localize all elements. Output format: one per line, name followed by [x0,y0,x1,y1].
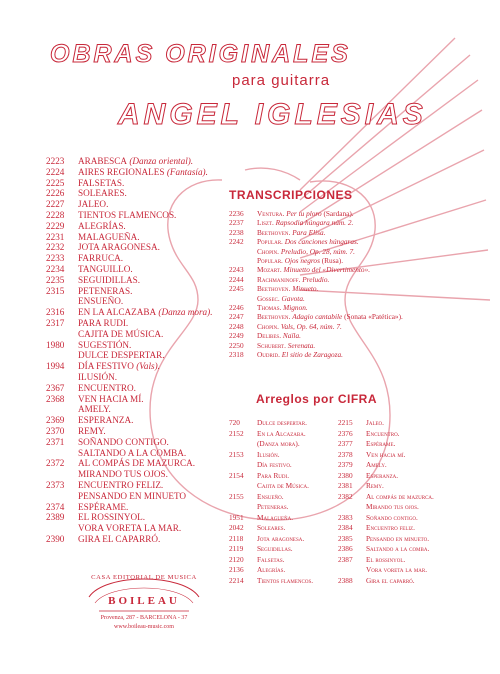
work-title: TANGUILLO. [78,263,133,274]
work-title: AMELY. [78,404,111,415]
original-work-row [46,275,213,286]
work-title: FALSETAS. [78,177,125,188]
catalog-number [46,296,78,307]
work-title: ESPÉRAME. [78,501,129,512]
original-work-row [46,437,213,448]
original-work-row [46,512,213,523]
catalog-number: 2379 [338,460,353,469]
catalog-number: 2118 [229,533,244,543]
original-work-row [46,264,213,275]
catalog-number [46,491,78,502]
catalog-number: 2369 [46,415,65,426]
original-work-row [46,415,213,426]
catalog-number: 2226 [46,188,65,199]
composer: Liszt. [257,218,274,228]
catalog-number: 2154 [229,470,244,480]
work-title: ENSUEÑO. [78,296,124,307]
work-title: GIRA EL CAPARRÓ. [78,533,161,544]
catalog-number: 2318 [229,350,244,360]
catalog-number: 2231 [46,231,65,242]
work-title: Remy. [366,481,384,490]
original-work-row [46,318,213,329]
arrangement-row [338,576,434,587]
work-title: MALAGUEÑA. [78,231,140,242]
work-title: Ojos negros [284,256,320,266]
arrangement-row [229,565,313,576]
arrangement-row [338,544,434,555]
work-title: El rossinyol. [366,554,406,564]
catalog-number: 2227 [46,199,65,210]
work-title: Saltando a la comba. [366,544,430,553]
work-title: Cajita de Música. [257,481,309,490]
transcription-row [229,341,403,350]
composer: Rachmaninoff. [257,274,301,284]
transcription-row [229,312,403,321]
catalog-number: 2378 [338,449,353,459]
work-subtitle: (Danza oriental). [129,156,194,166]
transcription-row [229,247,403,256]
catalog-number: 2249 [229,331,244,341]
work-title: SEGUIDILLAS. [78,274,141,285]
work-title: ENCUENTRO FELIZ. [78,479,164,490]
work-title: Dulce despertar. [257,418,307,427]
catalog-number: 2388 [338,575,353,585]
catalog-number: 2247 [229,312,244,322]
catalog-number: 2235 [46,274,65,285]
catalog-number [229,439,257,450]
work-title: Mirando tus ojos. [366,502,419,511]
work-title: SUGESTIÓN. [78,339,132,350]
header-obras-originales: OBRAS ORIGINALES [50,40,351,68]
transcription-row [229,265,403,274]
catalog-number: 2373 [46,479,65,490]
work-title: Jaleo. [366,418,384,427]
catalog-number [229,294,257,303]
work-title: Al compás de mazurca. [366,491,434,501]
catalog-number: 2387 [338,554,353,564]
catalog-number: 2237 [229,218,244,228]
transcription-row [229,218,403,227]
catalog-number: 2389 [46,512,65,523]
work-title: Per tu ploro [286,209,322,218]
arrangement-row [338,418,434,429]
work-title: EL ROSSINYOL. [78,512,146,523]
work-title: REMY. [78,425,106,436]
original-work-row [46,404,213,415]
work-title: Minuetto del «Divertimento». [283,265,371,275]
original-work-row [46,383,213,394]
work-note: (Sardana). [323,209,354,218]
arrangement-row [229,418,313,429]
arrangement-row [338,471,434,482]
work-subtitle: (Fantasía). [166,166,208,177]
transcription-row [229,322,403,331]
catalog-number: 2367 [46,382,65,393]
arreglos-column-2 [338,418,434,586]
transcription-row [229,228,403,237]
stamp-address: Provenza, 287 - BARCELONA - 37 [100,615,188,621]
original-work-row [46,491,213,502]
original-work-row [46,329,213,340]
catalog-number: 720 [229,418,240,427]
catalog-number: 2228 [46,209,65,220]
work-note: (Sonata «Patética»). [344,312,403,322]
transcription-row [229,275,403,284]
arrangement-row [338,429,434,440]
work-title: El sitio de Zaragoza. [281,350,343,360]
work-title: Tientos flamencos. [257,575,314,585]
catalog-number: 2214 [229,575,244,585]
work-title: EN LA ALCAZABA [78,307,157,318]
catalog-number [338,565,366,576]
catalog-number: 2250 [229,340,244,350]
original-work-row [46,199,213,210]
arrangement-row [229,502,313,513]
transcription-row [229,284,403,293]
work-title: Peteneras. [257,502,289,511]
arrangement-row [338,450,434,461]
work-title: Encuentro. [366,428,400,438]
original-work-row [46,188,213,199]
work-title: (Danza mora). [257,439,300,448]
work-title: ALEGRÍAS. [78,220,126,231]
catalog-number: 2155 [229,491,244,501]
transcription-row [229,256,403,265]
original-work-row [46,372,213,383]
work-title: Soñando contigo. [366,512,418,522]
transcription-row [229,303,403,312]
catalog-number: 2377 [338,439,353,448]
composer: Chopin. [257,246,279,256]
catalog-number: 2390 [46,533,65,544]
original-work-row [46,361,213,372]
catalog-number: 2152 [229,428,244,438]
original-work-row [46,232,213,243]
catalog-number: 2042 [229,523,244,532]
catalog-number: 2380 [338,470,353,480]
catalog-number [46,448,78,459]
work-note: (Rusa). [321,256,344,266]
catalog-number: 2372 [46,458,65,469]
original-work-row [46,394,213,405]
arrangement-row [229,429,313,440]
work-title: Naïla. [282,331,301,341]
arreglos-column-1 [229,418,313,586]
work-title: Alegrías. [257,565,286,574]
original-work-row [46,307,213,318]
work-title: Vals, Op. 64, núm. 7. [280,321,342,331]
composer: Gossec. [257,293,280,303]
catalog-number: 2382 [338,491,353,501]
arrangement-row [338,534,434,545]
work-title: Ensueño. [257,491,284,501]
work-title: Serenata. [287,340,316,350]
arrangement-row [229,481,313,492]
catalog-number: 2386 [338,544,353,553]
catalog-number: 2119 [229,544,244,553]
catalog-number [46,523,78,534]
work-title: VORA VORETA LA MAR. [78,523,182,534]
work-title: DÍA FESTIVO [78,361,134,372]
catalog-number: 2246 [229,303,244,313]
work-title: Minueto. [292,284,319,294]
publisher-stamp [75,567,213,639]
work-title: Preludio. [302,274,330,284]
arrangement-row [338,513,434,524]
work-title: ARABESCA [78,156,128,166]
work-title: TIENTOS FLAMENCOS. [78,209,177,220]
catalog-number: 2374 [46,501,65,512]
arrangement-row [229,492,313,503]
catalog-number: 2316 [46,307,65,318]
composer: Beethoven. [257,227,291,237]
transcription-row [229,331,403,340]
stamp-publisher-label: CASA EDITORIAL DE MUSICA [91,574,197,581]
work-title: Preludio, Op. 28, núm. 7. [280,246,355,256]
composer: Thomas. [257,303,282,313]
composer: Mozart. [257,265,282,275]
work-title: AIRES REGIONALES [78,166,165,177]
work-title: ENCUENTRO. [78,382,136,393]
work-title: Amely. [366,460,387,469]
catalog-number: 2224 [46,166,65,177]
arrangement-row [338,523,434,534]
catalog-number: 2371 [46,436,65,447]
catalog-number: 2383 [338,512,353,522]
catalog-number [229,256,257,265]
original-work-row [46,469,213,480]
original-work-row [46,253,213,264]
catalog-number: 2223 [46,156,65,166]
catalog-number: 2376 [338,428,353,438]
catalog-number [229,502,257,513]
work-title: JALEO. [78,199,109,210]
work-title: Esperanza. [366,470,399,480]
arrangement-row [338,555,434,566]
arrangement-row [338,481,434,492]
work-title: Falsetas. [257,554,285,564]
work-title: PENSANDO EN MINUETO [78,490,187,501]
arrangement-row [229,534,313,545]
transcripciones-list [229,209,403,360]
original-work-row [46,480,213,491]
catalog-number [46,329,78,340]
catalog-number [46,350,78,361]
original-work-row [46,426,213,437]
catalog-number: 2245 [229,284,244,294]
arrangement-row [229,450,313,461]
catalog-number [229,460,257,471]
original-work-row [46,178,213,189]
arrangement-row [229,523,313,534]
original-work-row [46,221,213,232]
work-title: FARRUCA. [78,253,124,264]
original-works-list [46,156,213,545]
arreglos-title: Arreglos por CIFRA [256,392,378,406]
original-work-row [46,458,213,469]
transcription-row [229,294,403,303]
arrangement-row [338,460,434,471]
work-title: Para Elisa. [292,227,326,237]
catalog-number: 2120 [229,554,244,564]
work-title: Encuentro feliz. [366,523,415,532]
arrangement-row [229,513,313,524]
transcription-row [229,209,403,218]
work-title: Gira el caparró. [366,575,415,585]
header-author-name: ANGEL IGLESIAS [118,98,427,131]
catalog-number [229,247,257,256]
work-title: SOLEARES. [78,188,127,199]
catalog-number [46,469,78,480]
arrangement-row [338,502,434,513]
composer: Beethoven. [257,284,291,294]
work-title: Soleares. [257,523,286,532]
arrangement-row [229,576,313,587]
work-title: Seguidillas. [257,544,293,553]
original-work-row [46,448,213,459]
header-para-guitarra: para guitarra [232,72,331,89]
work-title: PETENERAS. [78,285,133,296]
catalog-number: 2384 [338,523,353,532]
work-title: Vora voreta la mar. [366,565,428,574]
original-work-row [46,286,213,297]
catalog-number: 2385 [338,533,353,543]
composer: Ventura. [257,209,285,218]
work-title: Mignon. [283,303,308,313]
original-work-row [46,534,213,545]
original-work-row [46,523,213,534]
work-title: ILUSIÓN. [78,371,118,382]
catalog-number: 2317 [46,317,65,328]
work-title: En la Alcazaba. [257,428,306,438]
work-title: SOÑANDO CONTIGO. [78,436,169,447]
work-title: DULCE DESPERTAR. [78,350,165,361]
composer: Schubert. [257,340,286,350]
original-work-row [46,340,213,351]
arrangement-row [229,460,313,471]
work-title: ESPERANZA. [78,415,134,426]
stamp-website: www.boileau-music.com [114,624,174,630]
work-subtitle: (Danza mora). [158,307,213,318]
original-work-row [46,210,213,221]
work-title: MIRANDO TUS OJOS. [78,469,168,480]
catalog-number: 2381 [338,481,353,490]
work-title: Dos canciones húngaras. [284,237,359,247]
catalog-number: 2225 [46,177,65,188]
catalog-number: 2370 [46,425,65,436]
original-work-row [46,296,213,307]
catalog-number: 2236 [229,209,244,218]
composer: Oudrid. [257,350,280,360]
composer: Delibes. [257,331,282,341]
arrangement-row [338,492,434,503]
catalog-number: 2234 [46,263,65,274]
catalog-number: 2153 [229,449,244,459]
work-subtitle: (Vals). [136,361,160,372]
composer: Popular. [257,256,283,266]
work-title: Pensando en minueto. [366,533,430,543]
catalog-number: 2232 [46,242,65,253]
catalog-number: 2215 [338,418,353,427]
catalog-number [229,481,257,492]
work-title: CAJITA DE MÚSICA. [78,328,164,339]
transcripciones-title: TRANSCRIPCIONES [229,188,353,202]
catalog-number [46,404,78,415]
arrangement-row [229,544,313,555]
transcription-row [229,350,403,359]
catalog-number: 2244 [229,274,244,284]
work-title: PARA RUDI. [78,317,129,328]
work-title: Ven hacia mí. [366,449,406,459]
work-title: JOTA ARAGONESA. [78,242,160,253]
catalog-number: 2315 [46,285,65,296]
work-title: Rapsodia húngara núm. 2. [275,218,354,228]
arrangement-row [338,439,434,450]
composer: Chopin. [257,321,279,331]
catalog-number: 2233 [46,253,65,264]
catalog-number: 2136 [229,565,244,574]
original-work-row [46,350,213,361]
work-title: VEN HACIA MÍ. [78,393,144,404]
catalog-number: 2229 [46,220,65,231]
work-title: Para Rudi. [257,470,290,480]
catalog-number: 1951 [229,512,244,522]
original-work-row [46,167,213,178]
work-title: Espérame. [366,439,396,448]
composer: Popular. [257,237,283,247]
work-title: Ilusión. [257,449,280,459]
catalog-number: 2242 [229,237,244,247]
original-work-row [46,242,213,253]
work-title: AL COMPÁS DE MAZURCA. [78,458,196,469]
catalog-number: 2368 [46,393,65,404]
work-title: Día festivo. [257,460,292,469]
stamp-publisher-name: BOILEAU [108,595,180,607]
composer: Beethoven. [257,312,291,322]
transcription-row [229,237,403,246]
catalog-number: 1980 [46,339,65,350]
work-title: Malagueña. [257,512,294,522]
arrangement-row [229,471,313,482]
arrangement-row [338,565,434,576]
work-title: Gavota. [281,293,305,303]
arrangement-row [229,555,313,566]
original-work-row [46,156,213,167]
catalog-number: 2248 [229,321,244,331]
catalog-number [338,502,366,513]
work-title: Jota aragonesa. [257,533,305,543]
work-title: SALTANDO A LA COMBA. [78,447,187,458]
work-title: Adagio cantabile [292,312,343,322]
catalog-number: 2243 [229,265,244,275]
original-work-row [46,502,213,513]
catalog-number: 1994 [46,361,65,372]
arrangement-row [229,439,313,450]
catalog-number [46,372,78,383]
catalog-number: 2238 [229,227,244,237]
